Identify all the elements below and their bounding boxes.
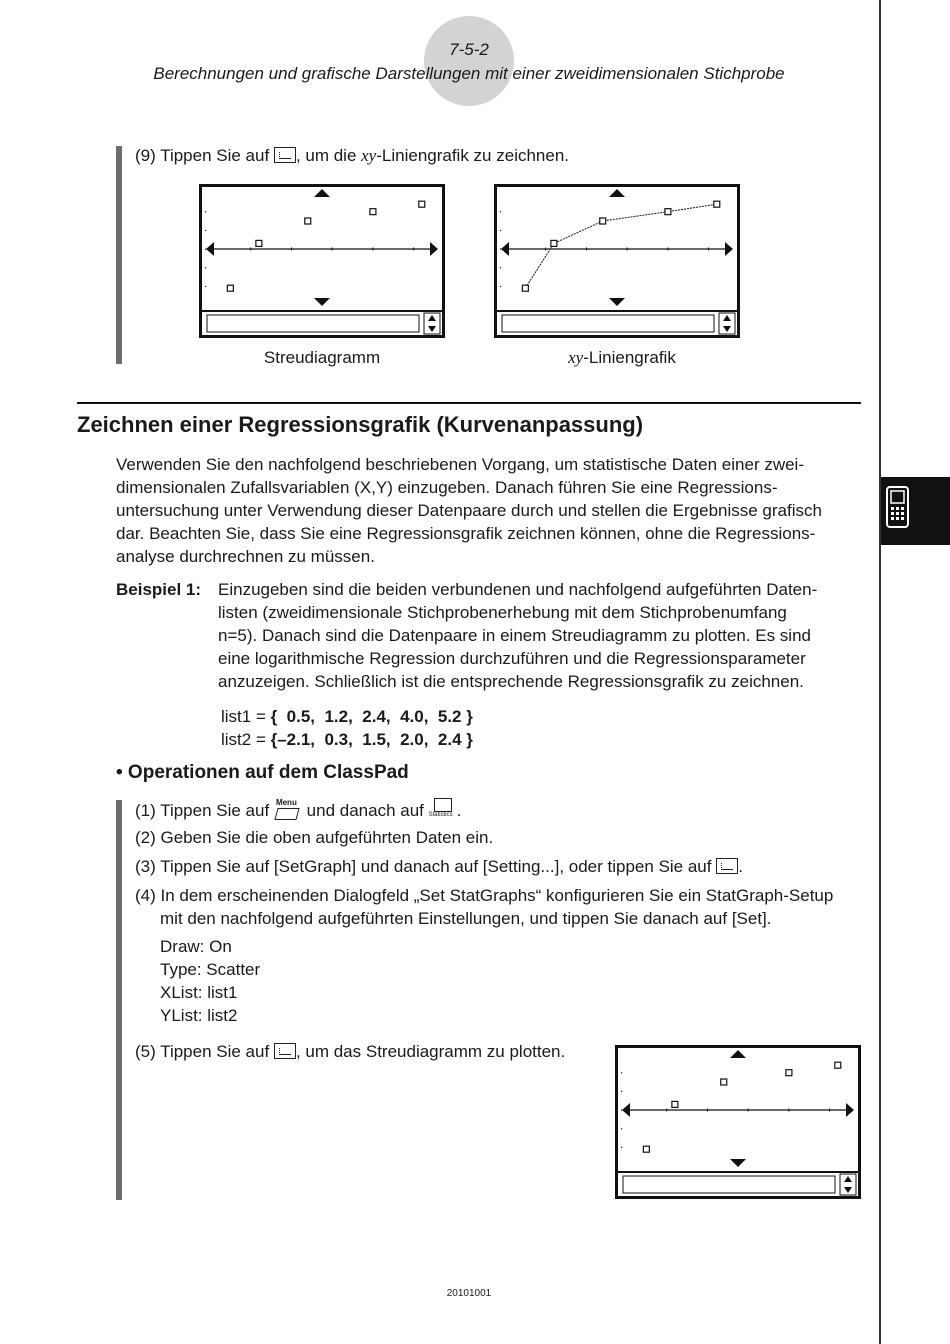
page-number-circle: [424, 16, 514, 106]
y-tick: [205, 249, 206, 250]
y-tick: [621, 1147, 622, 1148]
intro-line: Verwenden Sie den nachfolgend beschriebenen Vorgang, um statistische Daten einer zwei-: [116, 455, 804, 474]
operations-heading: • Operationen auf dem ClassPad: [116, 762, 409, 783]
line-plot: [497, 187, 737, 335]
scatter-screen-result: [615, 1045, 861, 1199]
data-point: [672, 1101, 678, 1107]
step9-text: (9) Tippen Sie auf , um die xy-Liniengrafik zu zeichnen.: [135, 146, 570, 165]
line-screen: [494, 184, 740, 338]
data-point: [600, 218, 606, 224]
scatter-plot: [202, 187, 442, 335]
menu-icon: Menu: [274, 798, 302, 822]
graph-tool-icon: [274, 1043, 296, 1059]
arrow-left-icon: [206, 242, 214, 256]
list2-line: list2 = {–2.1, 0.3, 1.5, 2.0, 2.4 }: [221, 730, 473, 749]
step-bar-bottom: [116, 800, 122, 1200]
page-edge-rule: [879, 0, 881, 1344]
arrow-up-icon: [730, 1050, 746, 1058]
arrow-down-icon: [730, 1159, 746, 1167]
step1-text: (1) Tippen Sie auf Menu und danach auf Statistics .: [135, 798, 462, 820]
arrow-up-icon: [609, 189, 625, 197]
example-line: anzuzeigen. Schließlich ist die entsprechende Regressionsgrafik zu zeichnen.: [218, 672, 804, 691]
intro-line: analyse durchrechnen zu müssen.: [116, 547, 375, 566]
data-point: [643, 1146, 649, 1152]
arrow-left-icon: [622, 1103, 630, 1117]
data-point: [227, 285, 233, 291]
entry-field: [502, 315, 714, 332]
intro-line: untersuchung unter Verwendung dieser Datenpaare durch und stellen die Ergebnisse grafisch: [116, 501, 822, 520]
y-tick: [205, 267, 206, 268]
y-tick: [500, 267, 501, 268]
y-tick: [621, 1091, 622, 1092]
arrow-down-icon: [314, 298, 330, 306]
step-bar-top: [116, 146, 122, 364]
data-point: [665, 209, 671, 215]
data-point: [835, 1062, 841, 1068]
y-tick: [205, 230, 206, 231]
example-line: n=5). Danach sind die Datenpaare in einem Streudiagramm zu plotten. Es sind: [218, 626, 811, 645]
example-label: Beispiel 1:: [116, 580, 202, 599]
step3-text: (3) Tippen Sie auf [SetGraph] und danach auf [Setting...], oder tippen Sie auf .: [135, 857, 743, 876]
statistics-icon: Statistics: [429, 798, 457, 822]
data-point: [714, 201, 720, 207]
arrow-up-icon: [314, 189, 330, 197]
scatter-plot-result: [618, 1048, 858, 1196]
list1-line: list1 = { 0.5, 1.2, 2.4, 4.0, 5.2 }: [221, 707, 473, 726]
entry-field: [207, 315, 419, 332]
arrow-right-icon: [430, 242, 438, 256]
arrow-right-icon: [846, 1103, 854, 1117]
y-tick: [500, 230, 501, 231]
entry-field: [623, 1176, 835, 1193]
y-tick: [621, 1128, 622, 1129]
data-point: [786, 1070, 792, 1076]
arrow-down-icon: [609, 298, 625, 306]
step2-text: (2) Geben Sie die oben aufgeführten Daten ein.: [135, 828, 494, 847]
data-point: [522, 285, 528, 291]
data-point: [419, 201, 425, 207]
classpad-icon: [881, 477, 950, 545]
setting-xlist: XList: list1: [160, 983, 238, 1002]
arrow-left-icon: [501, 242, 509, 256]
page-subtitle: Berechnungen und grafische Darstellungen mit einer zweidimensionalen Stichprobe: [153, 64, 785, 83]
graph-tool-icon: [274, 147, 296, 163]
setgraph-icon: [716, 858, 738, 874]
step4-line1: (4) In dem erscheinenden Dialogfeld „Set StatGraphs“ konfigurieren Sie ein StatGraph-Setup: [135, 886, 834, 905]
intro-line: dar. Beachten Sie, dass Sie eine Regressionsgrafik zeichnen können, ohne die Regressions-: [116, 524, 816, 543]
example-line: listen (zweidimensionale Stichprobenerhebung mit dem Stichprobenumfang: [218, 603, 787, 622]
scatter-screen: [199, 184, 445, 338]
page-number: 7-5-2: [449, 40, 489, 59]
data-point: [551, 240, 557, 246]
y-tick: [205, 211, 206, 212]
setting-type: Type: Scatter: [160, 960, 261, 979]
data-point: [721, 1079, 727, 1085]
intro-line: dimensionalen Zufallsvariablen (X,Y) einzugeben. Danach führen Sie eine Regressions-: [116, 478, 778, 497]
section-title: Zeichnen einer Regressionsgrafik (Kurvenanpassung): [77, 412, 644, 437]
data-point: [305, 218, 311, 224]
y-tick: [500, 249, 501, 250]
example-line: eine logarithmische Regression durchzuführen und die Regressionsparameter: [218, 649, 806, 668]
scatter-caption: Streudiagramm: [263, 348, 381, 367]
data-point: [256, 240, 262, 246]
step5-text: (5) Tippen Sie auf , um das Streudiagramm zu plotten.: [135, 1042, 566, 1061]
section-divider: [77, 402, 861, 404]
y-tick: [621, 1072, 622, 1073]
y-tick: [500, 211, 501, 212]
y-tick: [621, 1110, 622, 1111]
data-point: [370, 209, 376, 215]
chapter-tab: [881, 477, 950, 545]
y-tick: [205, 286, 206, 287]
setting-draw: Draw: On: [160, 937, 232, 956]
intro-paragraph: [116, 453, 860, 568]
footer-code: 20101001: [446, 1288, 492, 1299]
setting-ylist: YList: list2: [160, 1006, 238, 1025]
arrow-right-icon: [725, 242, 733, 256]
y-tick: [500, 286, 501, 287]
example-line: Einzugeben sind die beiden verbundenen und nachfolgend aufgeführten Daten-: [218, 580, 818, 599]
line-caption: xy-Liniengrafik: [568, 348, 676, 367]
step4-line2: mit den nachfolgend aufgeführten Einstellungen, und tippen Sie danach auf [Set].: [160, 909, 772, 928]
example-text: [218, 578, 860, 693]
